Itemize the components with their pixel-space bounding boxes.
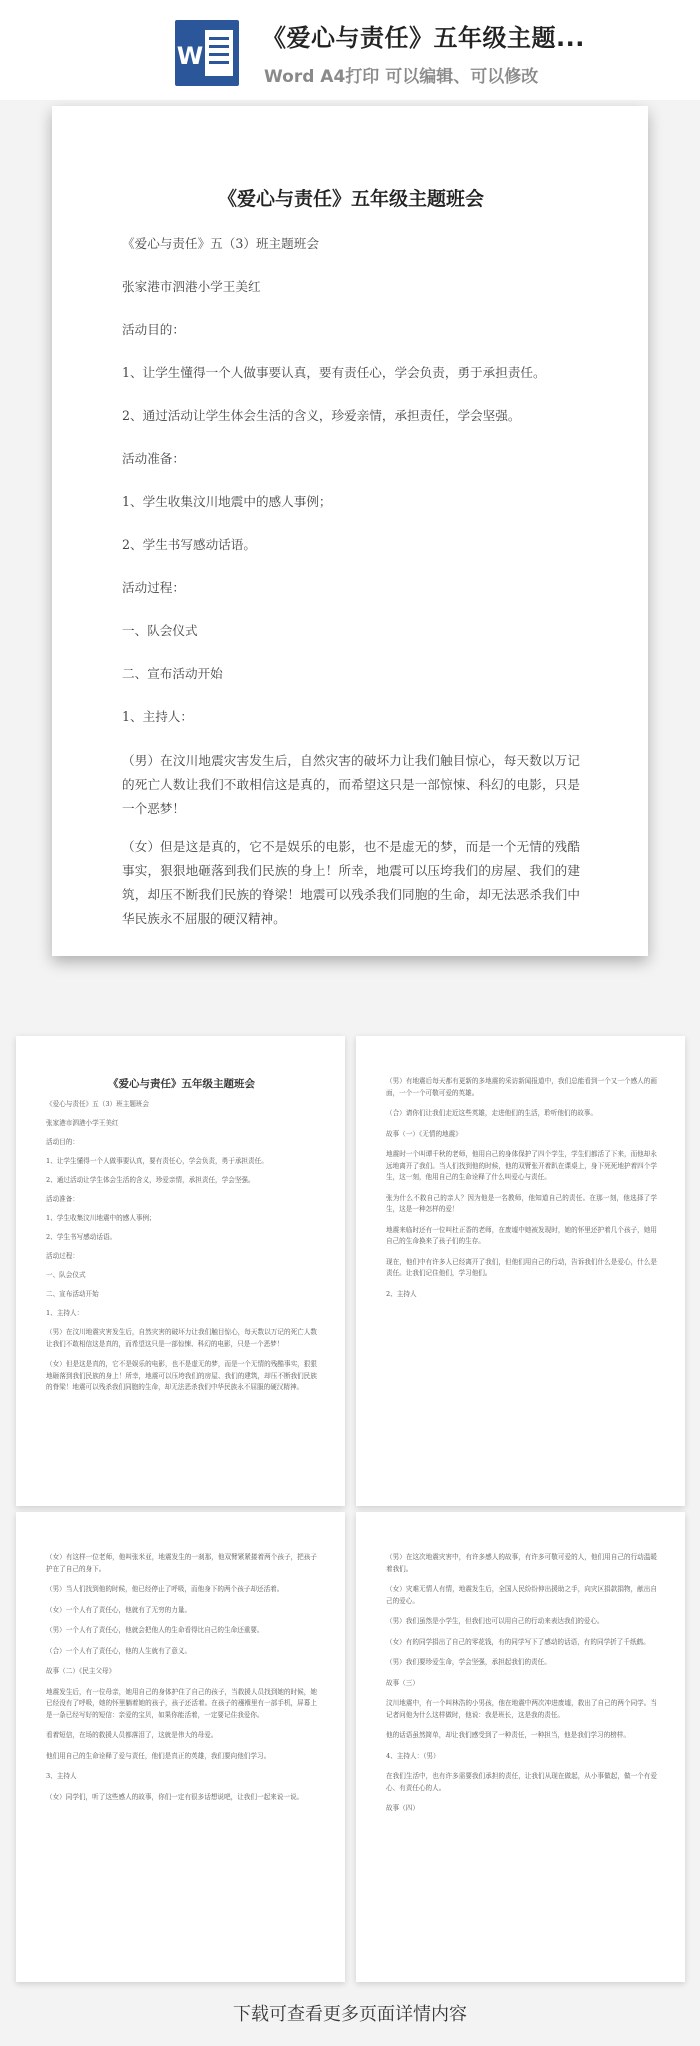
text-line: 二、宣布活动开始	[122, 666, 223, 681]
document-preview-page	[52, 106, 648, 956]
text-paragraph: （合）请你们让我们走近这些英雄，走进他们的生活，聆听他们的故事。	[386, 1109, 597, 1117]
page-thumbnail-1[interactable]	[16, 1036, 345, 1506]
text-paragraph: 故事（三）	[386, 1678, 419, 1687]
text-line: 2、通过活动让学生体会生活的含义，珍爱亲情，承担责任，学会坚强。	[122, 408, 521, 423]
text-paragraph: （女）一个人有了责任心，他就有了无穷的力量。	[46, 1605, 192, 1614]
text-paragraph: （男）当人们找到他的时候，他已经停止了呼吸，而他身下的两个孩子却还活着。	[46, 1585, 284, 1593]
text-line: 二、宣布活动开始	[46, 1290, 99, 1298]
text-line: 一、队会仪式	[122, 623, 198, 638]
text-line: 活动准备：	[46, 1195, 79, 1203]
text-paragraph: （合）一个人有了责任心，他的人生就有了意义。	[46, 1646, 192, 1655]
page-thumbnail-2[interactable]	[356, 1036, 685, 1506]
text-paragraph: 2、主持人	[386, 1289, 417, 1298]
text-line: 2、学生书写感动话语。	[122, 537, 256, 552]
text-line: 1、让学生懂得一个人做事要认真，要有责任心，学会负责，勇于承担责任。	[122, 365, 546, 380]
text-paragraph: 3、主持人	[46, 1772, 77, 1780]
text-paragraph: 他们用自己的生命诠释了爱与责任，他们是真正的英雄，我们要向他们学习。	[46, 1751, 271, 1760]
page-header	[0, 0, 700, 100]
word-icon-letter: W	[176, 42, 204, 70]
text-line: 张家港市泗港小学王美红	[122, 279, 261, 294]
text-paragraph: （男）有地震后每天都有更新的多地震的采访新闻报道中，我们总能看到一个又一个感人的画面，一个一个可敬可爱的英雄。	[386, 1077, 657, 1097]
document-subtitle: Word A4打印 可以编辑、可以修改	[264, 67, 539, 87]
text-line: 活动目的：	[122, 322, 185, 337]
text-paragraph: （女）有的同学捐出了自己的零花钱，有的同学写下了感动的话语，有的同学折了千纸鹤。	[386, 1637, 650, 1646]
text-paragraph: 地震时一个叫谭千秋的老师，他用自己的身体保护了四个学生，学生们都活了下来，而他却永远地离开了我们。当人们找到他的时候，他的双臂张开着趴在课桌上，身下死死地护着四个学生，这一刻，他用自己的生命诠释了什么叫爱心与责任。	[386, 1150, 657, 1181]
text-line: 活动准备：	[122, 451, 185, 466]
text-paragraph: 现在，他们中有许多人已经离开了我们，但他们用自己的行动，告诉我们什么是爱心，什么是责任。让我们记住他们，学习他们。	[386, 1257, 657, 1277]
text-paragraph: 4、主持人：（男）	[386, 1751, 440, 1760]
text-line: 《爱心与责任》五（3）班主题班会	[122, 236, 319, 251]
thumbnail-title: 《爱心与责任》五年级主题班会	[108, 1078, 255, 1090]
text-paragraph: 故事（四）	[386, 1804, 419, 1812]
page-title: 《爱心与责任》五年级主题班会	[217, 188, 484, 210]
text-paragraph: 看着短信，在场的救援人员都落泪了，这就是伟大的母爱。	[46, 1731, 218, 1739]
text-line: 1、学生收集汶川地震中的感人事例；	[122, 494, 332, 509]
word-document-icon	[175, 20, 239, 86]
text-paragraph: （女）但是这是真的，它不是娱乐的电影，也不是虚无的梦，而是一个无情的残酷事实，狠狠地砸落到我们民族的身上！所幸，地震可以压垮我们的房屋、我们的建筑，却压不断我们民族的脊梁！地震可以残杀我们同胞的生命，却无法恶杀我们中华民族永不屈服的硬汉精神。	[46, 1360, 317, 1391]
document-title: 《爱心与责任》五年级主题...	[262, 24, 585, 52]
text-line: 1、让学生懂得一个人做事要认真，要有责任心，学会负责，勇于承担责任。	[46, 1157, 268, 1165]
text-paragraph: （女）同学们，听了这些感人的故事，你们一定有很多话想说吧，让我们一起来说一说。	[46, 1792, 304, 1801]
text-line: 张家港市泗港小学王美红	[46, 1119, 119, 1127]
text-paragraph: （男）在这次地震灾害中，有许多感人的故事，有许多可敬可爱的人，他们用自己的行动温暖着我们。	[386, 1553, 657, 1573]
text-line: 活动过程：	[122, 580, 185, 595]
text-paragraph: 故事（二）《民主父母》	[46, 1667, 116, 1675]
text-line: 活动过程：	[46, 1252, 79, 1260]
text-paragraph: （女）灾难无情人有情，地震发生后，全国人民纷纷伸出援助之手，向灾区捐款捐物，献出自己的爱心。	[386, 1585, 657, 1605]
text-line: 1、主持人：	[46, 1309, 84, 1317]
text-line: 活动目的：	[46, 1138, 79, 1146]
text-paragraph: 汶川地震中，有一个叫林浩的小男孩，他在地震中两次冲进废墟，救出了自己的两个同学。当记者问他为什么这样做时，他说：我是班长，这是我的责任。	[386, 1699, 657, 1719]
page-thumbnail-3[interactable]	[16, 1512, 345, 1982]
text-paragraph: （男）一个人有了责任心，他就会把他人的生命看得比自己的生命还重要。	[46, 1626, 264, 1634]
text-line: 一、队会仪式	[46, 1271, 86, 1279]
page-thumbnail-4[interactable]	[356, 1512, 685, 1982]
text-paragraph: 地震发生后，有一位母亲，她用自己的身体护住了自己的孩子，当救援人员找到她的时候，她已经没有了呼吸，她的怀里躺着她的孩子，孩子还活着。在孩子的襁褓里有一部手机，屏幕上是一条已经写好的短信：亲爱的宝贝，如果你能活着，一定要记住我爱你。	[46, 1687, 317, 1719]
text-paragraph: 在我们生活中，也有许多需要我们承担的责任，让我们从现在做起，从小事做起，做一个有爱心、有责任心的人。	[386, 1772, 657, 1792]
text-paragraph: 他的话语虽然简单，却让我们感受到了一种责任，一种担当，他是我们学习的榜样。	[386, 1731, 630, 1739]
download-more-link[interactable]: 下载可查看更多页面详情内容	[233, 2004, 467, 2025]
text-paragraph: （男）我们要珍爱生命，学会坚强，承担起我们的责任。	[386, 1658, 551, 1666]
text-paragraph: 地震来临时还有一位叫杜正香的老师，在废墟中她被发现时，她的怀里还护着几个孩子，她用自己的生命换来了孩子们的生存。	[386, 1225, 657, 1245]
text-paragraph: （男）我们虽然是小学生，但我们也可以用自己的行动来表达我们的爱心。	[386, 1617, 604, 1625]
text-paragraph: 张为什么不救自己的亲人？因为他是一名教师，他知道自己的责任。在那一刻，他选择了学生，这是一种怎样的爱！	[386, 1193, 657, 1213]
text-paragraph: （男）在汶川地震灾害发生后，自然灾害的破坏力让我们触目惊心，每天数以万记的死亡人数让我们不敢相信这是真的，而希望这只是一部惊悚、科幻的电影，只是一个恶梦！	[46, 1328, 317, 1348]
text-paragraph: （女）但是这是真的，它不是娱乐的电影，也不是虚无的梦，而是一个无情的残酷事实，狠狠地砸落到我们民族的身上！所幸，地震可以压垮我们的房屋、我们的建筑，却压不断我们民族的脊梁！地震可以残杀我们同胞的生命，却无法恶杀我们中华民族永不屈服的硬汉精神。	[122, 839, 580, 926]
text-paragraph: （女）有这样一位老师，他叫张米亚，地震发生的一刹那，他双臂紧紧搂着两个孩子，把孩子护在了自己的身下。	[46, 1553, 317, 1573]
text-paragraph: 故事（一）《无情的地震》	[386, 1129, 462, 1138]
text-line: 2、通过活动让学生体会生活的含义，珍爱亲情，承担责任，学会坚强。	[46, 1176, 255, 1184]
text-line: 1、学生收集汶川地震中的感人事例；	[46, 1214, 156, 1222]
text-paragraph: （男）在汶川地震灾害发生后，自然灾害的破坏力让我们触目惊心，每天数以万记的死亡人数让我们不敢相信这是真的，而希望这只是一部惊悚、科幻的电影，只是一个恶梦！	[122, 753, 580, 816]
text-line: 1、主持人：	[122, 709, 193, 724]
text-line: 《爱心与责任》五（3）班主题班会	[46, 1100, 150, 1108]
text-line: 2、学生书写感动话语。	[46, 1233, 117, 1241]
